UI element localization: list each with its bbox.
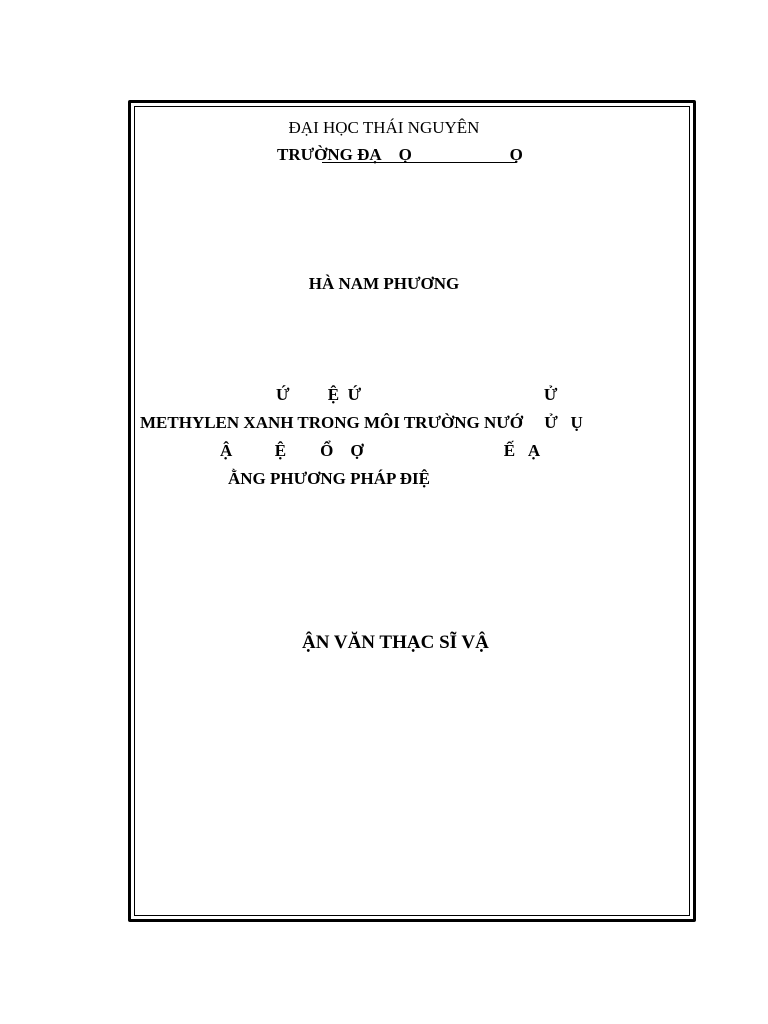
thesis-title-line-3: Ậ Ệ Ổ Ợ Ế Ạ [220,441,541,460]
school-name-underline [322,162,516,163]
thesis-title-line-4: ẰNG PHƯƠNG PHÁP ĐIỆ [228,469,430,488]
thesis-title-line-1: Ứ Ệ Ứ Ử [276,385,558,404]
author-name: HÀ NAM PHƯƠNG [308,274,460,293]
thesis-title-line-2: METHYLEN XANH TRONG MÔI TRƯỜNG NƯỚ Ử Ụ [140,413,583,432]
school-name: TRƯỜNG ĐẠ Ọ Ọ [277,145,523,164]
degree-label: ẬN VĂN THẠC SĨ VẬ [302,632,489,653]
page-border-inner [134,106,690,916]
university-name: ĐẠI HỌC THÁI NGUYÊN [288,118,480,137]
